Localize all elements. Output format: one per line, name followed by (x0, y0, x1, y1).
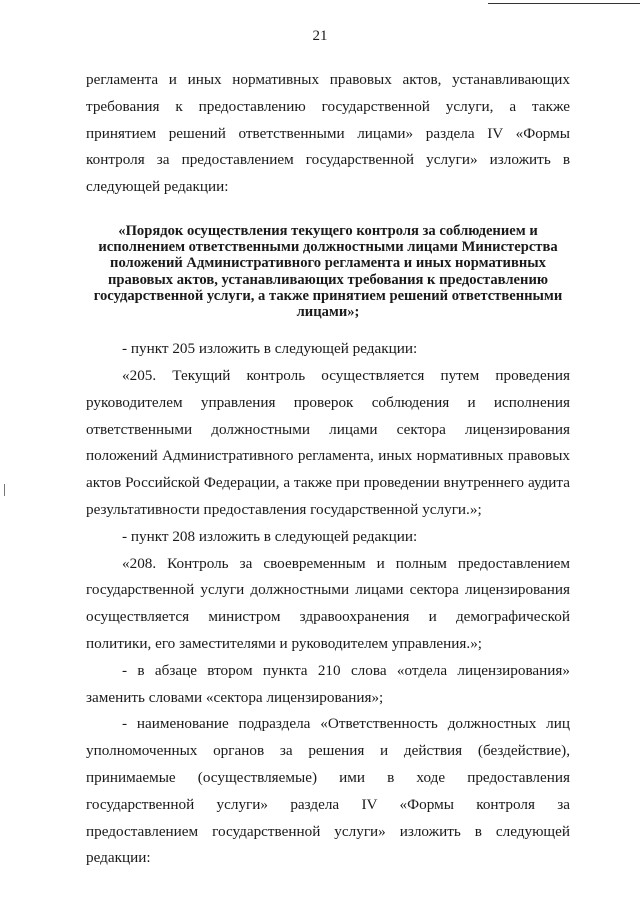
document-body (86, 67, 570, 872)
page-number: 21 (312, 28, 328, 44)
paragraph-item-210: - в абзаце втором пункта 210 слова «отдела лицензирования» заменить словами «сектора лицензирования»; (86, 661, 570, 706)
paragraph-intro: регламента и иных нормативных правовых актов, устанавливающих требования к предоставлению государственной услуги, а также принятием решений ответственными лицами» раздела IV «Формы контроля за предоставлением государственной услуги» изложить в следующей редакции: (86, 71, 570, 196)
paragraph-item-subsection: - наименование подраздела «Ответственность должностных лиц уполномоченных органов за решения и действия (бездействие), принимаемые (осуществляемые) ими в ходе предоставления государственной услуги» раздела IV «Формы контроля за предоставлением государственной услуги» изложить в следующей редакции: (86, 715, 570, 867)
paragraph-item-208: - пункт 208 изложить в следующей редакции: (122, 527, 418, 545)
top-rule (488, 3, 640, 4)
section-heading: «Порядок осуществления текущего контроля за соблюдением и исполнением ответственными должностными лицами Министерства положений Административного регламента и иных нормативных правовых актов, устанавливающих требования к предоставлению государственной услуги, а также принятием решений ответственными лицами»; (93, 222, 563, 320)
margin-mark (4, 484, 5, 496)
paragraph-text-208: «208. Контроль за своевременным и полным предоставлением государственной услуги должностными лицами сектора лицензирования осуществляется министром здравоохранения и демографической политики, его заместителями и руководителем управления.»; (86, 554, 570, 652)
paragraph-text-205: «205. Текущий контроль осуществляется путем проведения руководителем управления проверок соблюдения и исполнения ответственными должностными лицами сектора лицензирования положений Административного регламента, иных нормативных правовых актов Российской Федерации, а также при проведении внутреннего аудита результативности предоставления государственной услуги.»; (86, 367, 570, 518)
paragraph-item-205: - пункт 205 изложить в следующей редакции: (122, 340, 418, 358)
